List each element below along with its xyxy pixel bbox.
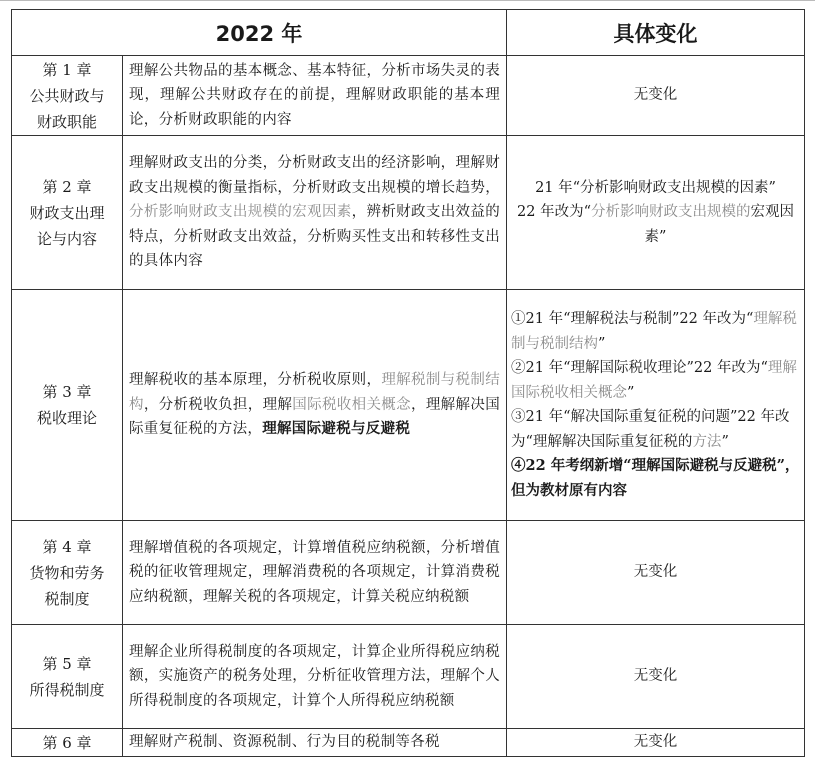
chapter-title-line: 货物和劳务	[29, 563, 105, 582]
chapter-cell	[12, 290, 123, 521]
header-change: 具体变化	[507, 10, 805, 56]
chapter-number: 第 1 章	[42, 60, 92, 79]
requirement-text: 理解税收的基本原理，分析税收原则，	[129, 372, 382, 389]
change-text: 方法	[692, 433, 722, 450]
requirement-text: 理解税制与税制结构	[129, 372, 501, 413]
change-text: 21 年“分析影响财政支出规模的因素”	[535, 179, 776, 196]
chapter-number: 第 3 章	[42, 383, 92, 401]
chapter-cell	[12, 625, 123, 729]
requirement-cell	[123, 136, 507, 290]
requirement-text: 理解财政支出的分类，分析财政支出的经济影响，理解财政支出规模的衡量指标，分析财政支出规模的增长趋势，	[129, 155, 501, 196]
table-header-row	[12, 10, 805, 56]
chapter-title-line: 所得税制度	[29, 680, 105, 699]
requirement-text: 分析影响财政支出规模的宏观因素	[129, 204, 352, 221]
requirement-cell	[123, 290, 507, 521]
requirement-text: ，理解解决国际重复征税的方法，	[129, 396, 501, 438]
chapter-title-line: 财政职能	[36, 112, 97, 131]
requirement-text: 理解公共物品的基本概念、基本特征，分析市场失灵的表现，理解公共财政存在的前提，理解财政职能的基本理论，分析财政职能的内容	[129, 62, 501, 128]
change-cell	[507, 136, 805, 290]
requirement-cell	[123, 56, 507, 136]
chapter-cell	[12, 521, 123, 625]
syllabus-comparison-table	[11, 9, 805, 757]
chapter-number: 第 2 章	[42, 177, 92, 196]
header-year: 2022 年	[12, 10, 507, 56]
table-row	[12, 290, 805, 521]
change-text: 宏观因素”	[644, 204, 794, 245]
table-row	[12, 521, 805, 625]
change-item	[511, 307, 800, 356]
change-text: ④22 年考纲新增“理解国际避税与反避税”，但为教材原有内容	[511, 457, 800, 499]
change-text: ①21 年“理解税法与税制”22 年改为“	[511, 311, 754, 327]
chapter-title-line: 财政支出理	[29, 203, 105, 222]
requirement-cell	[123, 521, 507, 625]
change-cell	[507, 56, 805, 136]
requirement-text: 理解企业所得税制度的各项规定，计算企业所得税应纳税额，实施资产的税务处理，分析征收管理方法，理解个人所得税制度的各项规定，计算个人所得税应纳税额	[129, 643, 501, 709]
chapter-title-line: 税制度	[44, 589, 90, 608]
requirement-text: 国际税收相关概念	[292, 396, 411, 413]
chapter-title-line: 税收理论	[36, 409, 97, 427]
change-item	[511, 405, 800, 454]
requirement-cell	[123, 729, 507, 757]
change-text: ”	[598, 335, 606, 352]
chapter-number: 第 5 章	[42, 654, 92, 673]
chapter-title-line: 公共财政与	[29, 86, 105, 105]
change-text: 理解国际税收相关概念	[511, 360, 797, 401]
change-cell	[507, 290, 805, 521]
requirement-text: ，分析税收负担，理解	[143, 396, 293, 413]
requirement-text: 理解财产税制、资源税制、行为目的税制等各税	[129, 734, 440, 751]
top-border-line	[0, 0, 815, 1]
chapter-title-line: 论与内容	[36, 229, 97, 248]
change-text: 分析影响财政支出规模的	[591, 204, 751, 221]
chapter-cell	[12, 729, 123, 757]
change-text: 理解税制与税制结构	[511, 311, 797, 352]
change-text: ”	[721, 433, 729, 450]
requirement-text: 理解国际避税与反避税	[262, 420, 411, 438]
requirement-text: 理解增值税的各项规定，计算增值税应纳税额，分析增值税的征收管理规定，理解消费税的各项规定，计算消费税应纳税额，理解关税的各项规定，计算关税应纳税额	[129, 539, 501, 605]
table-row	[12, 136, 805, 290]
change-cell	[507, 729, 805, 757]
change-text: ③21 年“解决国际重复征税的问题”22 年改为“理解解决国际重复征税的	[511, 409, 790, 450]
chapter-number: 第 4 章	[42, 537, 92, 556]
table-row	[12, 56, 805, 136]
change-item	[511, 454, 800, 503]
requirement-cell	[123, 625, 507, 729]
change-text: 无变化	[633, 734, 678, 751]
change-text: 无变化	[633, 564, 678, 581]
change-text: ”	[627, 384, 635, 401]
chapter-cell	[12, 136, 123, 290]
change-cell	[507, 625, 805, 729]
table-row	[12, 625, 805, 729]
change-text: 无变化	[633, 668, 678, 685]
chapter-cell	[12, 56, 123, 136]
change-text: 无变化	[633, 87, 678, 104]
chapter-number: 第 6 章	[42, 733, 92, 752]
requirement-text: ，辨析财政支出效益的特点，分析财政支出效益，分析购买性支出和转移性支出的具体内容	[129, 204, 501, 270]
change-item	[511, 356, 800, 405]
table-row	[12, 729, 805, 757]
change-text: ②21 年“理解国际税收理论”22 年改为“	[511, 360, 768, 376]
change-cell	[507, 521, 805, 625]
change-text: 22 年改为“	[517, 204, 591, 221]
